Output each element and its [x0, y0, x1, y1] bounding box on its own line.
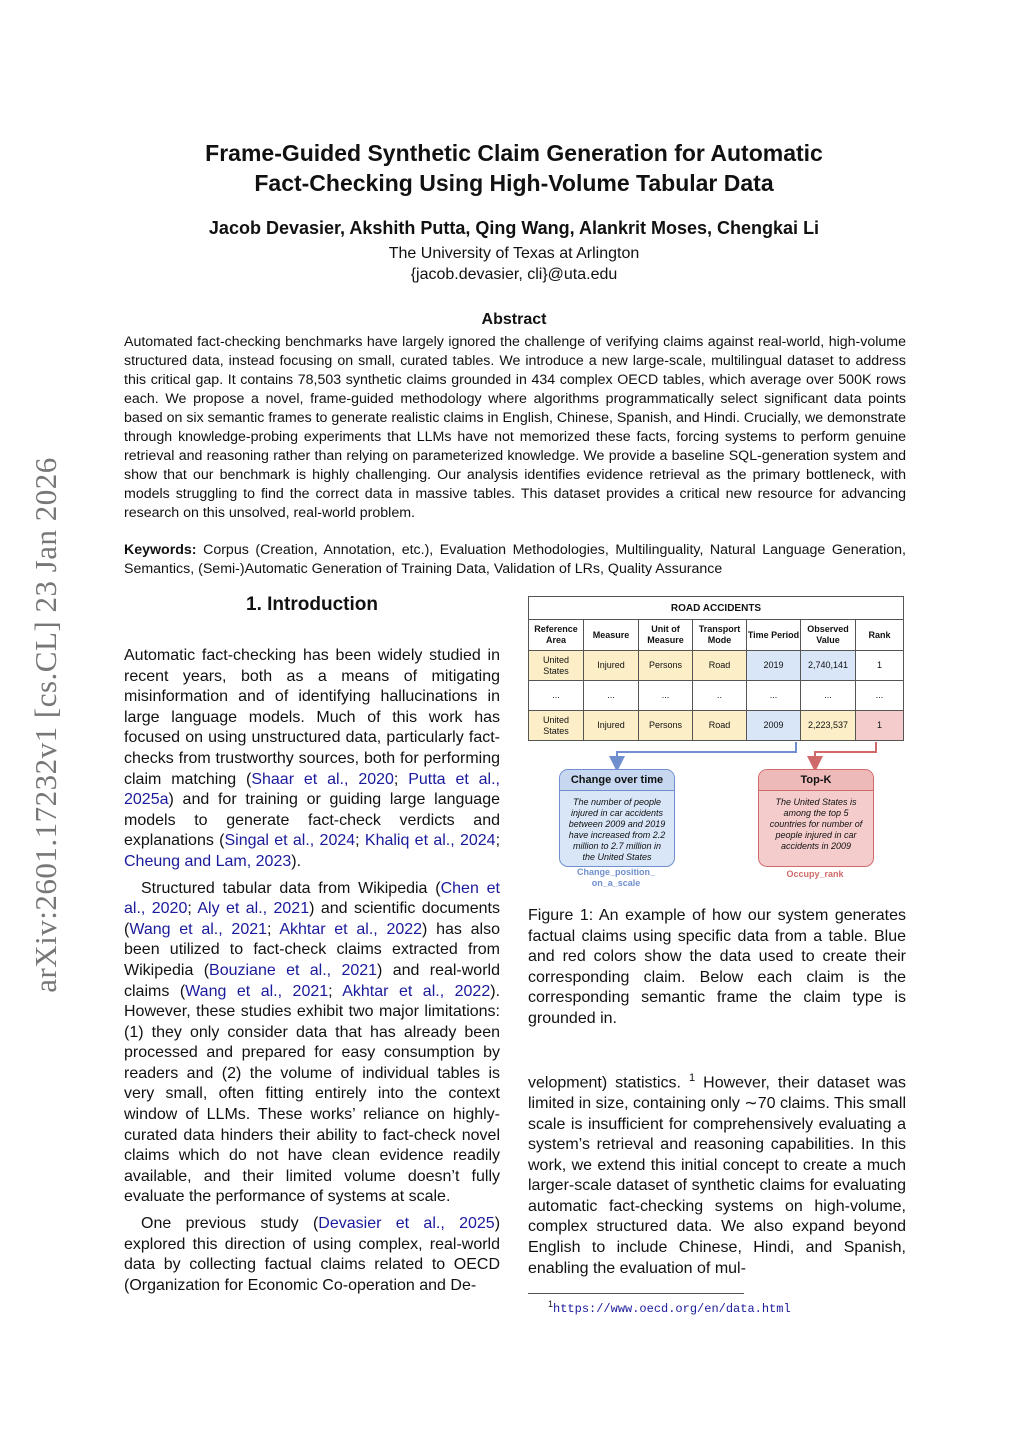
table-cell: 2,740,141: [801, 651, 856, 681]
intro-paragraph-2: Structured tabular data from Wikipedia (Chen et al., 2020; Aly et al., 2021) and scientific documents (Wang et al., 2021; Akhtar et al., 2022) has also been utilized to fact-check claims extracted from Wikipedia (Bouziane et al., 2021) and real-world claims (Wang et al., 2021; Akhtar et al., 2022). However, these studies exhibit two major limitations: (1) they only consider data that has already been processed and prepared for easy consumption by readers and (2) the volume of individual tables is very small, often fitting entirely into the context window of LLMs. These works’ reliance on highly-curated data hinders their ability to fact-check novel claims which do not have clean evidence readily available, and their limited volume doesn’t fully evaluate the performance of systems at scale.: [124, 879, 501, 1206]
intro-paragraph-1: Automatic fact-checking has been widely studied in recent years, both as a means of mitigating misinformation and of identifying hallucinations in large language models. Much of this work has focused on using unstructured data, particularly fact-checks from trustworthy sources, both for performing claim matching (Shaar et al., 2020; Putta et al., 2025a) and for training or guiding large language models to generate fact-check verdicts and explanations (Singal et al., 2024; Khaliq et al., 2024; Cheung and Lam, 2023).: [124, 647, 501, 870]
table-cell: Persons: [639, 651, 693, 681]
blue-connector-arrow: [617, 742, 796, 764]
table-cell: 1: [856, 711, 904, 741]
footnote-mark[interactable]: 1: [689, 1072, 696, 1084]
column-header: Transport Mode: [693, 620, 747, 651]
intro-left-column: [124, 646, 500, 1296]
affiliation: The University of Texas at Arlington: [388, 245, 640, 262]
table-cell: ...: [529, 681, 584, 711]
citation-link[interactable]: Wang et al., 2021: [129, 920, 268, 938]
citation-link[interactable]: Chen et al., 2020: [124, 879, 500, 918]
citation-link[interactable]: Bouziane et al., 2021: [209, 961, 378, 979]
table-cell: 2,223,537: [801, 711, 856, 741]
table-cell: Injured: [584, 651, 639, 681]
claim-title: Change over time: [560, 770, 674, 791]
author-list: Jacob Devasier, Akshith Putta, Qing Wang, Alankrit Moses, Chengkai Li: [208, 218, 820, 238]
semantic-frame-label: Occupy_rank: [786, 869, 844, 879]
citation-link[interactable]: Devasier et al., 2025: [318, 1215, 495, 1233]
table-cell: ...: [747, 681, 801, 711]
citation-link[interactable]: Wang et al., 2021: [185, 982, 329, 1000]
claim-box-change-over-time: [559, 769, 675, 867]
claim-box-top-k: [758, 769, 874, 867]
citation-link[interactable]: Shaar et al., 2020: [251, 770, 394, 788]
citation-link[interactable]: Putta et al., 2025a: [124, 770, 500, 809]
affiliation-block: [124, 243, 904, 285]
table-cell: 2019: [747, 651, 801, 681]
table-cell: 1: [856, 651, 904, 681]
table-cell: ...: [584, 681, 639, 711]
paper-title: [124, 138, 904, 198]
title-line-2: Fact-Checking Using High-Volume Tabular Data: [254, 170, 774, 196]
table-title: ROAD ACCIDENTS: [529, 597, 904, 620]
abstract-body: Automated fact-checking benchmarks have largely ignored the challenge of verifying claims against real-world, high-volume structured data, instead focusing on small, curated tables. We introduce a new large-scale, multilingual dataset to address this critical gap. It contains 78,503 synthetic claims grounded in 434 complex OECD tables, which average over 500K rows each. We propose a novel, frame-guided methodology where algorithms programmatically select significant data points based on six semantic frames to generate realistic claims in English, Chinese, Spanish, and Hindi. Crucially, we demonstrate through knowledge-probing experiments that LLMs have not memorized these facts, forcing systems to perform genuine retrieval and reasoning rather than relying on parameterized knowledge. We provide a baseline SQL-generation system and show that our benchmark is highly challenging. Our analysis identifies evidence retrieval as the primary bottleneck, with models struggling to find the correct data in massive tables. This dataset provides a critical new resource for advancing research on this unsolved, real-world problem.: [124, 334, 906, 521]
table-cell: ...: [639, 681, 693, 711]
column-header: Time Period: [747, 620, 801, 651]
column-header: Measure: [584, 620, 639, 651]
footnote-url[interactable]: https://www.oecd.org/en/data.html: [553, 1302, 791, 1316]
citation-link[interactable]: Akhtar et al., 2022: [279, 920, 423, 938]
figure-caption: Figure 1: An example of how our system generates factual claims using specific data from a table. Blue and red colors show the data used to create their corresponding claim. Below each claim is the corresponding semantic frame the claim type is grounded in.: [528, 907, 906, 1027]
section-heading-introduction: 1. Introduction: [246, 594, 378, 615]
column-header: Observed Value: [801, 620, 856, 651]
abstract-heading: Abstract: [481, 311, 547, 328]
table-cell: 2009: [747, 711, 801, 741]
keywords-label: Keywords:: [124, 542, 197, 558]
figure-1: [528, 596, 904, 896]
table-cell: United States: [529, 711, 584, 741]
footnote: [548, 1299, 791, 1316]
intro-paragraph-3: One previous study (Devasier et al., 2025) explored this direction of using complex, real-world data by collecting factual claims related to OECD (Organization for Economic Co-operation and De-: [124, 1215, 501, 1294]
column-header: Unit of Measure: [639, 620, 693, 651]
table-cell: ..: [693, 681, 747, 711]
arxiv-sidebar: [28, 430, 64, 1020]
table-cell: United States: [529, 651, 584, 681]
table-cell: Road: [693, 651, 747, 681]
citation-link[interactable]: Cheung and Lam, 2023: [124, 852, 292, 870]
intro-right-column: velopment) statistics. $^1$ However, their dataset was limited in size, containing only ∼70 claims. This small scale is insufficient for comprehensively evaluating a system’s retrieval and reasoning capabilities. In this work, we extend this initial concept to create a much larger-scale dataset of synthetic claims for evaluating automatic fact-checking systems on high-volume, complex structured data. We also expand beyond English to include Chinese, Hindi, and Spanish, enabling the evaluation of mul-: [528, 1072, 906, 1277]
citation-link[interactable]: Aly et al., 2021: [197, 900, 310, 918]
citation-link[interactable]: Khaliq et al., 2024: [364, 832, 496, 850]
table-cell: Injured: [584, 711, 639, 741]
column-header: Reference Area: [529, 620, 584, 651]
keywords-text: Corpus (Creation, Annotation, etc.), Evaluation Methodologies, Multilinguality, Natural Language Generation, Semantics, (Semi-)Automatic Generation of Training Data, Validation of LRs, Quality Assurance: [124, 542, 906, 577]
red-connector-arrow: [815, 742, 876, 764]
table-cell: Road: [693, 711, 747, 741]
citation-link[interactable]: Akhtar et al., 2022: [342, 982, 491, 1000]
footnote-number: 1: [548, 1299, 554, 1309]
table-cell: Persons: [639, 711, 693, 741]
table-cell: ...: [801, 681, 856, 711]
keywords: [124, 541, 906, 579]
contact-email: {jacob.devasier, cli}@uta.edu: [410, 266, 618, 283]
claim-title: Top-K: [759, 770, 873, 791]
column-header: Rank: [856, 620, 904, 651]
semantic-frame-label: Change_position_ on_a_scale: [576, 867, 655, 888]
citation-link[interactable]: Singal et al., 2024: [224, 832, 356, 850]
claim-text: The United States is among the top 5 countries for number of people injured in car accidents in 2009: [769, 797, 863, 851]
title-line-1: Frame-Guided Synthetic Claim Generation for Automatic: [205, 140, 823, 166]
arxiv-identifier: arXiv:2601.17232v1 [cs.CL] 23 Jan 2026: [28, 457, 63, 993]
claim-text: The number of people injured in car accidents between 2009 and 2019 have increased from 2.2 million to 2.7 million in the United States: [568, 797, 666, 862]
table-cell: ...: [856, 681, 904, 711]
footnote-divider: [528, 1293, 744, 1294]
